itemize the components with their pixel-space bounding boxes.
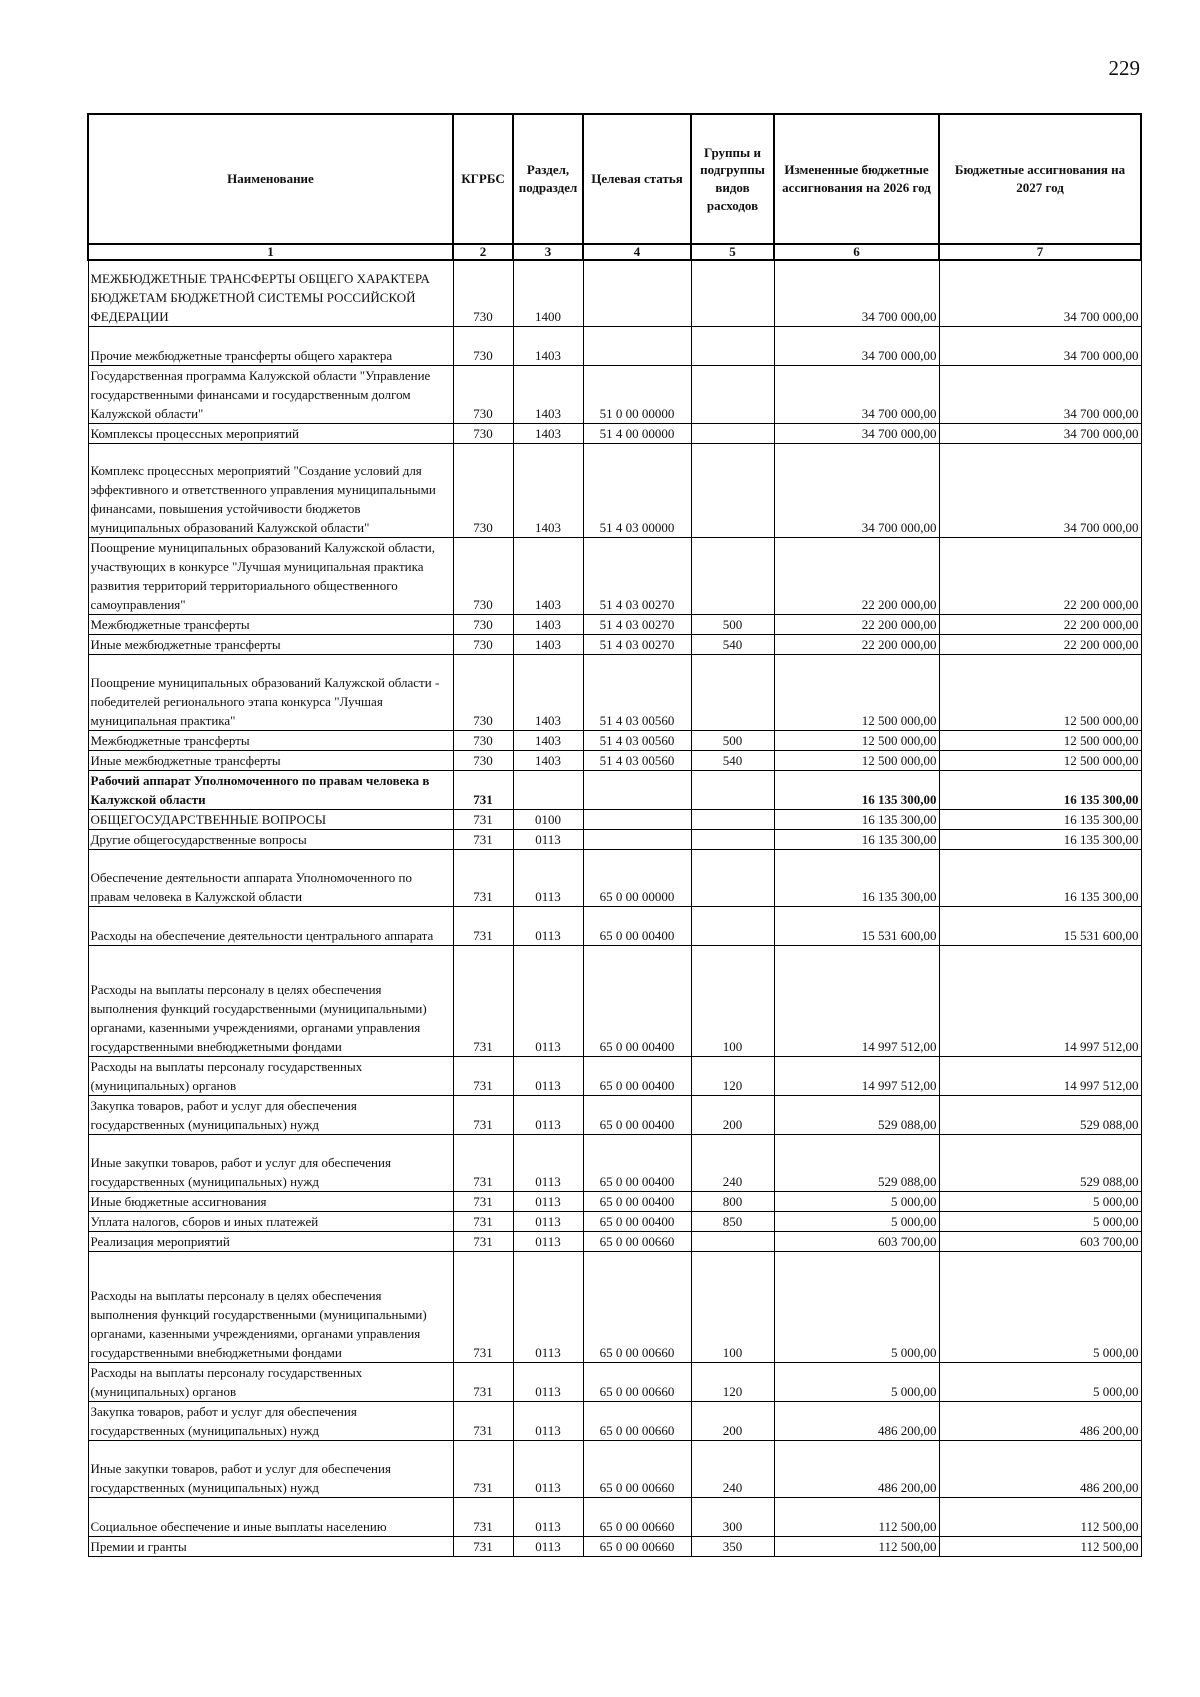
header-row bbox=[88, 114, 1141, 244]
row-target: 51 4 03 00560 bbox=[583, 751, 691, 771]
row-section: 0113 bbox=[513, 1441, 583, 1498]
row-kgrbs: 730 bbox=[453, 615, 513, 635]
table-row bbox=[88, 1537, 1141, 1557]
row-name: Межбюджетные трансферты bbox=[88, 731, 453, 751]
row-amount-2026: 5 000,00 bbox=[774, 1252, 939, 1363]
row-amount-2027: 112 500,00 bbox=[939, 1498, 1141, 1537]
row-section bbox=[513, 771, 583, 810]
row-section: 0113 bbox=[513, 1096, 583, 1135]
row-amount-2027: 16 135 300,00 bbox=[939, 830, 1141, 850]
row-amount-2026: 603 700,00 bbox=[774, 1232, 939, 1252]
row-kgrbs: 731 bbox=[453, 850, 513, 907]
row-target: 51 0 00 00000 bbox=[583, 366, 691, 424]
row-target bbox=[583, 771, 691, 810]
row-group bbox=[691, 907, 774, 946]
row-kgrbs: 731 bbox=[453, 1441, 513, 1498]
table-row bbox=[88, 1498, 1141, 1537]
row-target: 65 0 00 00660 bbox=[583, 1441, 691, 1498]
row-target: 65 0 00 00400 bbox=[583, 907, 691, 946]
row-name: Социальное обеспечение и иные выплаты населению bbox=[88, 1498, 453, 1537]
row-name: Расходы на выплаты персоналу в целях обеспечения выполнения функций государственными (муниципальными) органами, казенными учреждениями, органами управления государственными внебюджетными фондами bbox=[88, 946, 453, 1057]
table-row bbox=[88, 444, 1141, 538]
row-section: 0113 bbox=[513, 850, 583, 907]
row-section: 0113 bbox=[513, 1135, 583, 1192]
row-section: 0113 bbox=[513, 1537, 583, 1557]
row-group bbox=[691, 655, 774, 731]
col-header-section: Раздел, подраздел bbox=[513, 114, 583, 244]
row-group bbox=[691, 771, 774, 810]
row-amount-2026: 34 700 000,00 bbox=[774, 444, 939, 538]
row-kgrbs: 731 bbox=[453, 1252, 513, 1363]
row-name: Премии и гранты bbox=[88, 1537, 453, 1557]
row-amount-2026: 16 135 300,00 bbox=[774, 771, 939, 810]
table-row bbox=[88, 731, 1141, 751]
row-kgrbs: 730 bbox=[453, 751, 513, 771]
row-kgrbs: 730 bbox=[453, 635, 513, 655]
row-amount-2027: 12 500 000,00 bbox=[939, 655, 1141, 731]
row-amount-2027: 486 200,00 bbox=[939, 1441, 1141, 1498]
row-kgrbs: 731 bbox=[453, 1498, 513, 1537]
row-group: 500 bbox=[691, 615, 774, 635]
row-amount-2027: 22 200 000,00 bbox=[939, 538, 1141, 615]
column-number: 2 bbox=[453, 244, 513, 260]
row-name: Иные бюджетные ассигнования bbox=[88, 1192, 453, 1212]
row-target: 65 0 00 00400 bbox=[583, 946, 691, 1057]
row-amount-2027: 16 135 300,00 bbox=[939, 810, 1141, 830]
row-amount-2026: 22 200 000,00 bbox=[774, 615, 939, 635]
table-row bbox=[88, 907, 1141, 946]
budget-table bbox=[87, 113, 1142, 1557]
table-row bbox=[88, 1363, 1141, 1402]
row-amount-2026: 16 135 300,00 bbox=[774, 830, 939, 850]
row-section: 0113 bbox=[513, 1057, 583, 1096]
row-amount-2026: 5 000,00 bbox=[774, 1192, 939, 1212]
row-kgrbs: 731 bbox=[453, 810, 513, 830]
row-amount-2026: 12 500 000,00 bbox=[774, 751, 939, 771]
row-target: 51 4 03 00270 bbox=[583, 635, 691, 655]
row-amount-2026: 22 200 000,00 bbox=[774, 538, 939, 615]
row-group bbox=[691, 538, 774, 615]
row-amount-2027: 16 135 300,00 bbox=[939, 771, 1141, 810]
row-name: Рабочий аппарат Уполномоченного по правам человека в Калужской области bbox=[88, 771, 453, 810]
row-group: 850 bbox=[691, 1212, 774, 1232]
row-group bbox=[691, 424, 774, 444]
table-row bbox=[88, 1441, 1141, 1498]
row-group: 500 bbox=[691, 731, 774, 751]
row-target: 65 0 00 00000 bbox=[583, 850, 691, 907]
row-section: 1403 bbox=[513, 327, 583, 366]
col-header-kgrbs: КГРБС bbox=[453, 114, 513, 244]
row-group bbox=[691, 830, 774, 850]
table-row bbox=[88, 946, 1141, 1057]
table-row bbox=[88, 830, 1141, 850]
table-row bbox=[88, 1192, 1141, 1212]
row-target: 65 0 00 00660 bbox=[583, 1498, 691, 1537]
row-target: 65 0 00 00660 bbox=[583, 1402, 691, 1441]
row-name: Комплексы процессных мероприятий bbox=[88, 424, 453, 444]
row-section: 1403 bbox=[513, 366, 583, 424]
table-row bbox=[88, 1232, 1141, 1252]
row-target bbox=[583, 830, 691, 850]
row-amount-2026: 16 135 300,00 bbox=[774, 850, 939, 907]
table-row bbox=[88, 751, 1141, 771]
row-section: 0113 bbox=[513, 946, 583, 1057]
row-kgrbs: 731 bbox=[453, 1363, 513, 1402]
row-name: Уплата налогов, сборов и иных платежей bbox=[88, 1212, 453, 1232]
table-row bbox=[88, 538, 1141, 615]
row-target: 65 0 00 00400 bbox=[583, 1057, 691, 1096]
page-number: 229 bbox=[1108, 56, 1140, 80]
row-name: Иные межбюджетные трансферты bbox=[88, 635, 453, 655]
row-group: 200 bbox=[691, 1402, 774, 1441]
row-section: 1403 bbox=[513, 538, 583, 615]
row-amount-2027: 12 500 000,00 bbox=[939, 731, 1141, 751]
row-section: 0113 bbox=[513, 1212, 583, 1232]
row-section: 0113 bbox=[513, 1402, 583, 1441]
row-amount-2027: 5 000,00 bbox=[939, 1212, 1141, 1232]
row-kgrbs: 731 bbox=[453, 771, 513, 810]
column-number: 7 bbox=[939, 244, 1141, 260]
row-amount-2027: 112 500,00 bbox=[939, 1537, 1141, 1557]
row-amount-2027: 22 200 000,00 bbox=[939, 615, 1141, 635]
row-group: 120 bbox=[691, 1363, 774, 1402]
row-name: Межбюджетные трансферты bbox=[88, 615, 453, 635]
row-kgrbs: 731 bbox=[453, 1537, 513, 1557]
row-amount-2027: 5 000,00 bbox=[939, 1192, 1141, 1212]
row-kgrbs: 730 bbox=[453, 366, 513, 424]
row-name: Закупка товаров, работ и услуг для обеспечения государственных (муниципальных) нужд bbox=[88, 1096, 453, 1135]
row-group bbox=[691, 444, 774, 538]
table-row bbox=[88, 1057, 1141, 1096]
row-amount-2026: 12 500 000,00 bbox=[774, 731, 939, 751]
row-name: Расходы на обеспечение деятельности центрального аппарата bbox=[88, 907, 453, 946]
column-number: 6 bbox=[774, 244, 939, 260]
row-amount-2026: 34 700 000,00 bbox=[774, 424, 939, 444]
row-target: 51 4 03 00560 bbox=[583, 655, 691, 731]
row-group bbox=[691, 260, 774, 327]
col-header-groups: Группы и подгруппы видов расходов bbox=[691, 114, 774, 244]
row-section: 0113 bbox=[513, 1252, 583, 1363]
row-amount-2027: 529 088,00 bbox=[939, 1135, 1141, 1192]
row-kgrbs: 730 bbox=[453, 260, 513, 327]
row-group: 240 bbox=[691, 1441, 774, 1498]
row-kgrbs: 731 bbox=[453, 1212, 513, 1232]
table-row bbox=[88, 810, 1141, 830]
row-name: Расходы на выплаты персоналу государственных (муниципальных) органов bbox=[88, 1057, 453, 1096]
row-target bbox=[583, 327, 691, 366]
row-group: 200 bbox=[691, 1096, 774, 1135]
table-row bbox=[88, 1212, 1141, 1232]
row-amount-2026: 12 500 000,00 bbox=[774, 655, 939, 731]
row-target: 51 4 03 00000 bbox=[583, 444, 691, 538]
row-section: 0113 bbox=[513, 1363, 583, 1402]
row-kgrbs: 731 bbox=[453, 1057, 513, 1096]
row-name: МЕЖБЮДЖЕТНЫЕ ТРАНСФЕРТЫ ОБЩЕГО ХАРАКТЕРА БЮДЖЕТАМ БЮДЖЕТНОЙ СИСТЕМЫ РОССИЙСКОЙ ФЕДЕРАЦИИ bbox=[88, 260, 453, 327]
row-name: Другие общегосударственные вопросы bbox=[88, 830, 453, 850]
row-amount-2026: 22 200 000,00 bbox=[774, 635, 939, 655]
row-amount-2027: 34 700 000,00 bbox=[939, 260, 1141, 327]
col-header-2027: Бюджетные ассигнования на 2027 год bbox=[939, 114, 1141, 244]
row-amount-2026: 486 200,00 bbox=[774, 1441, 939, 1498]
column-number-row bbox=[88, 244, 1141, 260]
row-group: 100 bbox=[691, 1252, 774, 1363]
row-kgrbs: 730 bbox=[453, 424, 513, 444]
row-kgrbs: 730 bbox=[453, 731, 513, 751]
row-target: 65 0 00 00400 bbox=[583, 1135, 691, 1192]
table-row bbox=[88, 260, 1141, 327]
row-section: 0113 bbox=[513, 830, 583, 850]
row-kgrbs: 730 bbox=[453, 444, 513, 538]
row-amount-2027: 34 700 000,00 bbox=[939, 327, 1141, 366]
row-kgrbs: 730 bbox=[453, 655, 513, 731]
table-row bbox=[88, 424, 1141, 444]
table-row bbox=[88, 850, 1141, 907]
table-row bbox=[88, 327, 1141, 366]
row-amount-2027: 15 531 600,00 bbox=[939, 907, 1141, 946]
row-amount-2026: 34 700 000,00 bbox=[774, 327, 939, 366]
row-kgrbs: 731 bbox=[453, 1232, 513, 1252]
row-amount-2027: 486 200,00 bbox=[939, 1402, 1141, 1441]
row-name: Расходы на выплаты персоналу в целях обеспечения выполнения функций государственными (муниципальными) органами, казенными учреждениями, органами управления государственными внебюджетными фондами bbox=[88, 1252, 453, 1363]
row-kgrbs: 731 bbox=[453, 1192, 513, 1212]
col-header-name: Наименование bbox=[88, 114, 453, 244]
row-target: 65 0 00 00660 bbox=[583, 1252, 691, 1363]
row-group bbox=[691, 366, 774, 424]
row-kgrbs: 731 bbox=[453, 1402, 513, 1441]
row-section: 1400 bbox=[513, 260, 583, 327]
row-amount-2027: 12 500 000,00 bbox=[939, 751, 1141, 771]
row-target: 65 0 00 00660 bbox=[583, 1363, 691, 1402]
row-amount-2026: 16 135 300,00 bbox=[774, 810, 939, 830]
row-amount-2026: 5 000,00 bbox=[774, 1363, 939, 1402]
table-row bbox=[88, 1096, 1141, 1135]
row-amount-2026: 14 997 512,00 bbox=[774, 946, 939, 1057]
row-amount-2027: 34 700 000,00 bbox=[939, 366, 1141, 424]
row-amount-2027: 5 000,00 bbox=[939, 1363, 1141, 1402]
row-group: 300 bbox=[691, 1498, 774, 1537]
table-body bbox=[88, 260, 1141, 1557]
row-name: Комплекс процессных мероприятий "Создание условий для эффективного и ответственного управления муниципальными финансами, повышения устойчивости бюджетов муниципальных образований Калужской области" bbox=[88, 444, 453, 538]
row-group: 100 bbox=[691, 946, 774, 1057]
table-row bbox=[88, 771, 1141, 810]
col-header-2026: Измененные бюджетные ассигнования на 2026 год bbox=[774, 114, 939, 244]
row-target: 51 4 03 00270 bbox=[583, 615, 691, 635]
row-name: Поощрение муниципальных образований Калужской области, участвующих в конкурсе "Лучшая муниципальная практика развития территорий территориального общественного самоуправления" bbox=[88, 538, 453, 615]
row-name: Иные закупки товаров, работ и услуг для обеспечения государственных (муниципальных) нужд bbox=[88, 1135, 453, 1192]
table-row bbox=[88, 1252, 1141, 1363]
row-group: 540 bbox=[691, 751, 774, 771]
row-amount-2027: 529 088,00 bbox=[939, 1096, 1141, 1135]
row-amount-2026: 112 500,00 bbox=[774, 1498, 939, 1537]
row-name: Прочие межбюджетные трансферты общего характера bbox=[88, 327, 453, 366]
row-name: ОБЩЕГОСУДАРСТВЕННЫЕ ВОПРОСЫ bbox=[88, 810, 453, 830]
row-section: 0113 bbox=[513, 1232, 583, 1252]
row-amount-2027: 22 200 000,00 bbox=[939, 635, 1141, 655]
row-group bbox=[691, 850, 774, 907]
row-amount-2027: 5 000,00 bbox=[939, 1252, 1141, 1363]
row-group: 540 bbox=[691, 635, 774, 655]
row-target: 65 0 00 00660 bbox=[583, 1232, 691, 1252]
row-section: 1403 bbox=[513, 424, 583, 444]
row-section: 1403 bbox=[513, 635, 583, 655]
row-section: 1403 bbox=[513, 444, 583, 538]
row-amount-2026: 14 997 512,00 bbox=[774, 1057, 939, 1096]
table-row bbox=[88, 1402, 1141, 1441]
row-target: 65 0 00 00400 bbox=[583, 1192, 691, 1212]
row-name: Иные закупки товаров, работ и услуг для обеспечения государственных (муниципальных) нужд bbox=[88, 1441, 453, 1498]
row-kgrbs: 731 bbox=[453, 1096, 513, 1135]
table-row bbox=[88, 655, 1141, 731]
table-row bbox=[88, 635, 1141, 655]
row-amount-2026: 112 500,00 bbox=[774, 1537, 939, 1557]
row-amount-2027: 34 700 000,00 bbox=[939, 424, 1141, 444]
row-target: 65 0 00 00400 bbox=[583, 1212, 691, 1232]
row-section: 1403 bbox=[513, 731, 583, 751]
row-target: 65 0 00 00400 bbox=[583, 1096, 691, 1135]
row-amount-2027: 14 997 512,00 bbox=[939, 946, 1141, 1057]
row-group: 350 bbox=[691, 1537, 774, 1557]
row-name: Поощрение муниципальных образований Калужской области - победителей регионального этапа конкурса "Лучшая муниципальная практика" bbox=[88, 655, 453, 731]
row-amount-2027: 603 700,00 bbox=[939, 1232, 1141, 1252]
row-amount-2026: 34 700 000,00 bbox=[774, 366, 939, 424]
row-amount-2027: 34 700 000,00 bbox=[939, 444, 1141, 538]
row-amount-2026: 529 088,00 bbox=[774, 1096, 939, 1135]
row-amount-2026: 34 700 000,00 bbox=[774, 260, 939, 327]
col-header-target: Целевая статья bbox=[583, 114, 691, 244]
row-target: 51 4 03 00270 bbox=[583, 538, 691, 615]
row-section: 0113 bbox=[513, 1498, 583, 1537]
row-amount-2026: 529 088,00 bbox=[774, 1135, 939, 1192]
row-amount-2026: 5 000,00 bbox=[774, 1212, 939, 1232]
table-row bbox=[88, 1135, 1141, 1192]
row-section: 0100 bbox=[513, 810, 583, 830]
column-number: 5 bbox=[691, 244, 774, 260]
row-amount-2027: 14 997 512,00 bbox=[939, 1057, 1141, 1096]
row-name: Закупка товаров, работ и услуг для обеспечения государственных (муниципальных) нужд bbox=[88, 1402, 453, 1441]
column-number: 4 bbox=[583, 244, 691, 260]
row-section: 1403 bbox=[513, 655, 583, 731]
row-section: 0113 bbox=[513, 907, 583, 946]
row-target bbox=[583, 260, 691, 327]
row-group bbox=[691, 810, 774, 830]
row-target: 51 4 03 00560 bbox=[583, 731, 691, 751]
row-group: 120 bbox=[691, 1057, 774, 1096]
row-group bbox=[691, 1232, 774, 1252]
row-group: 240 bbox=[691, 1135, 774, 1192]
row-name: Реализация мероприятий bbox=[88, 1232, 453, 1252]
row-kgrbs: 731 bbox=[453, 830, 513, 850]
column-number: 3 bbox=[513, 244, 583, 260]
row-group: 800 bbox=[691, 1192, 774, 1212]
row-amount-2026: 486 200,00 bbox=[774, 1402, 939, 1441]
row-kgrbs: 731 bbox=[453, 1135, 513, 1192]
table-row bbox=[88, 366, 1141, 424]
row-name: Расходы на выплаты персоналу государственных (муниципальных) органов bbox=[88, 1363, 453, 1402]
row-kgrbs: 730 bbox=[453, 538, 513, 615]
row-group bbox=[691, 327, 774, 366]
row-target: 51 4 00 00000 bbox=[583, 424, 691, 444]
row-amount-2026: 15 531 600,00 bbox=[774, 907, 939, 946]
row-target bbox=[583, 810, 691, 830]
row-kgrbs: 731 bbox=[453, 907, 513, 946]
row-target: 65 0 00 00660 bbox=[583, 1537, 691, 1557]
row-kgrbs: 730 bbox=[453, 327, 513, 366]
row-section: 0113 bbox=[513, 1192, 583, 1212]
row-name: Иные межбюджетные трансферты bbox=[88, 751, 453, 771]
row-section: 1403 bbox=[513, 751, 583, 771]
row-name: Государственная программа Калужской области "Управление государственными финансами и государственным долгом Калужской области" bbox=[88, 366, 453, 424]
table-row bbox=[88, 615, 1141, 635]
column-number: 1 bbox=[88, 244, 453, 260]
row-name: Обеспечение деятельности аппарата Уполномоченного по правам человека в Калужской области bbox=[88, 850, 453, 907]
row-kgrbs: 731 bbox=[453, 946, 513, 1057]
row-amount-2027: 16 135 300,00 bbox=[939, 850, 1141, 907]
row-section: 1403 bbox=[513, 615, 583, 635]
